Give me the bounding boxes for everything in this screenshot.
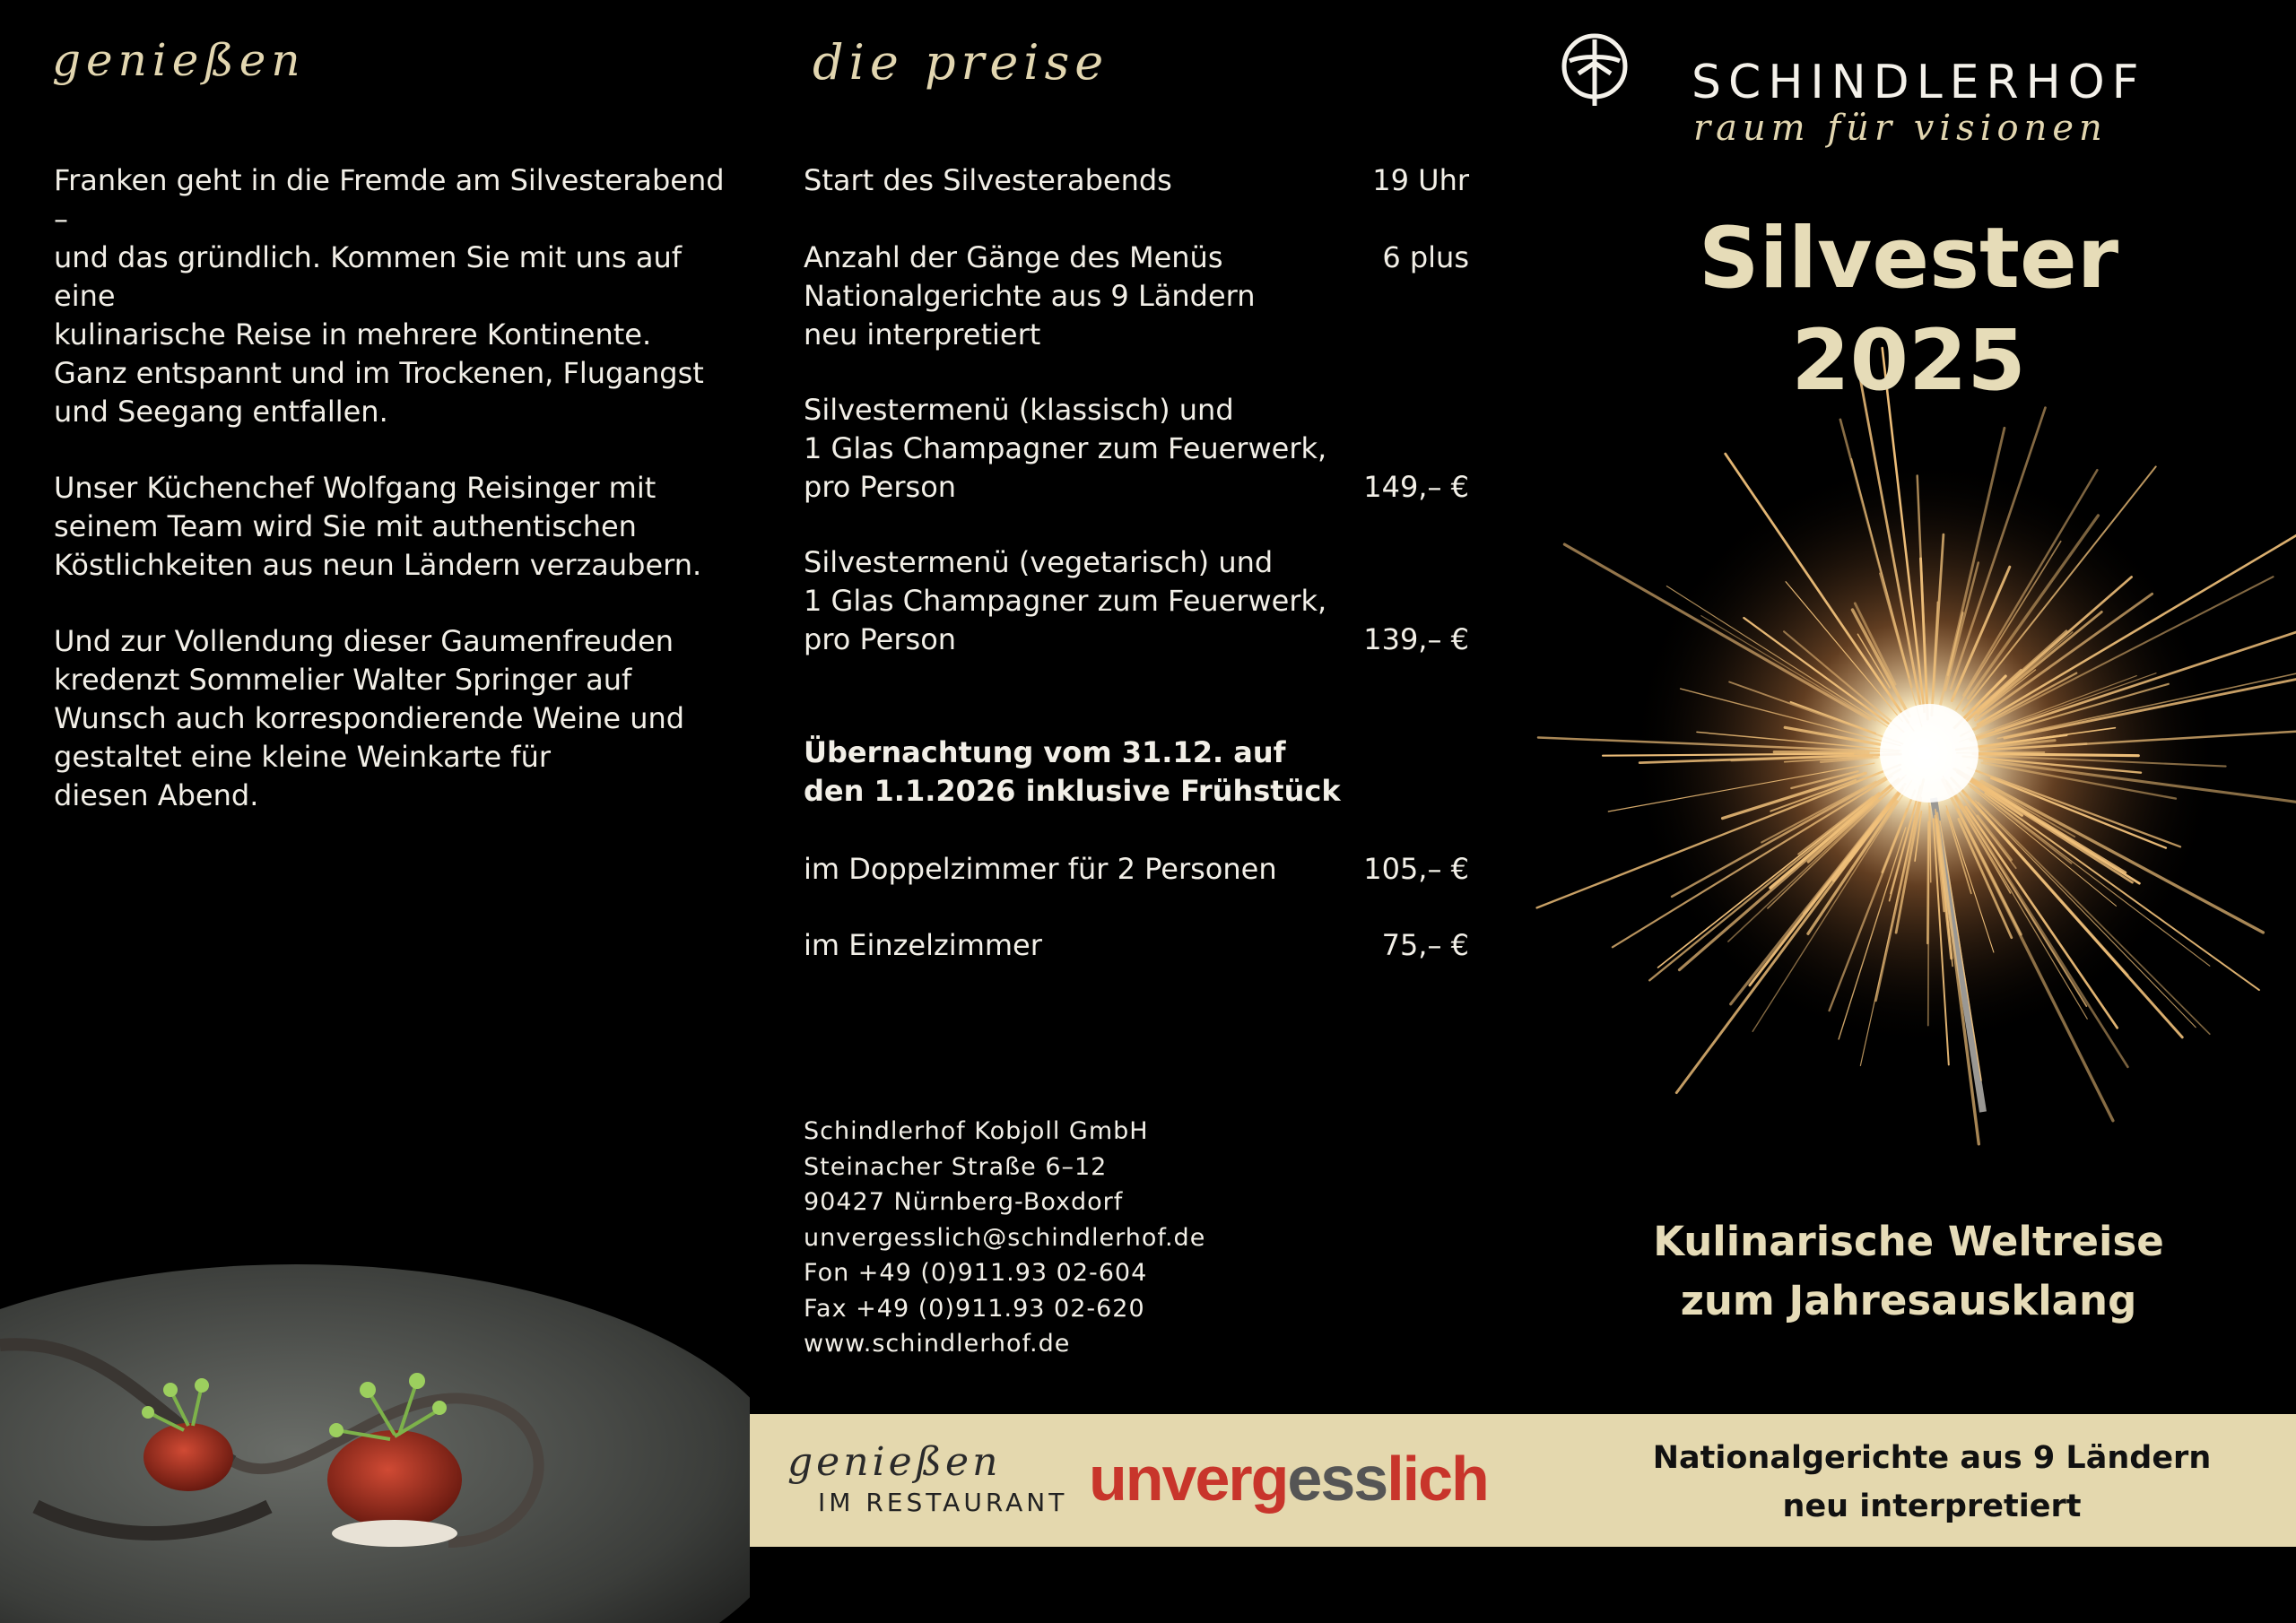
phone-number: Fon +49 (0)911.93 02-604 <box>804 1259 1148 1287</box>
intro-text <box>54 161 735 853</box>
overnight-heading: Übernachtung vom 31.12. auf den 1.1.2026 inklusive Frühstück <box>804 735 1341 808</box>
price-row <box>804 543 1469 659</box>
contact-block <box>804 1114 1205 1362</box>
food-photo <box>0 1121 750 1623</box>
title-line: Silvester <box>1698 210 2119 308</box>
cover-panel <box>1521 0 2296 1623</box>
unvergesslich-logo <box>1089 1443 1488 1515</box>
price-row <box>804 161 1469 200</box>
website-link[interactable]: www.schindlerhof.de <box>804 1330 1071 1358</box>
price-description: Silvestermenü (vegetarisch) und 1 Glas Champagner zum Feuerwerk, pro Person <box>804 545 1327 656</box>
prices-script-heading: die preise <box>813 34 1109 91</box>
logo-part: ess <box>1287 1444 1387 1514</box>
city-address: 90427 Nürnberg-Boxdorf <box>804 1188 1124 1216</box>
price-description: Start des Silvesterabends <box>804 163 1172 197</box>
band-script-text: genießen <box>787 1439 1002 1485</box>
price-value: 105,– € <box>1363 852 1469 886</box>
band-restaurant-label: IM RESTAURANT <box>818 1488 1068 1517</box>
company-name: Schindlerhof Kobjoll GmbH <box>804 1117 1149 1145</box>
price-value: 6 plus <box>1382 240 1469 274</box>
price-row <box>804 850 1469 889</box>
price-row <box>804 926 1469 965</box>
intro-paragraph-1: Franken geht in die Fremde am Silvesterabend – und das gründlich. Kommen Sie mit uns auf eine kulinarische Reise in mehrere Kontinente. Ganz entspannt und im Trockenen, Flugangst und Seegang entfallen. <box>54 163 725 429</box>
cover-subtitle: Kulinarische Weltreise zum Jahresausklang <box>1653 1218 2164 1324</box>
cover-title <box>1521 208 2296 412</box>
price-value: 139,– € <box>1363 622 1469 656</box>
logo-part: lich <box>1387 1444 1488 1514</box>
price-description: im Einzelzimmer <box>804 928 1042 962</box>
logo-part: unverg <box>1089 1444 1288 1514</box>
intro-script-heading: genießen <box>52 34 306 86</box>
intro-paragraph-3: Und zur Vollendung dieser Gaumenfreuden kredenzt Sommelier Walter Springer auf Wunsch auch korrespondierende Weine und gestaltet eine kleine Weinkarte für diesen Abend. <box>54 624 685 812</box>
brand-slogan: raum für visionen <box>1693 108 2108 149</box>
band-tagline: Nationalgerichte aus 9 Ländern neu interpretiert <box>1652 1440 2212 1524</box>
price-row <box>804 391 1469 507</box>
brand-name: SCHINDLERHOF <box>1692 56 2146 109</box>
spark-ray <box>1774 752 1868 753</box>
title-year: 2025 <box>1791 312 2026 410</box>
schindlerhof-logo <box>1559 27 2258 149</box>
tree-icon <box>1559 32 1639 113</box>
price-description: Silvestermenü (klassisch) und 1 Glas Champagner zum Feuerwerk, pro Person <box>804 393 1327 504</box>
intro-panel <box>0 0 750 1623</box>
price-description: im Doppelzimmer für 2 Personen <box>804 852 1277 886</box>
price-value: 19 Uhr <box>1372 163 1469 197</box>
price-description: Anzahl der Gänge des Menüs Nationalgerichte aus 9 Ländern neu interpretiert <box>804 240 1256 352</box>
price-value: 75,– € <box>1381 928 1469 962</box>
spark-ray <box>1927 822 1928 943</box>
prices-panel <box>750 0 1521 1623</box>
fax-number: Fax +49 (0)911.93 02-620 <box>804 1294 1145 1323</box>
price-row <box>804 239 1469 354</box>
spark-ray <box>1973 754 2138 756</box>
price-value: 149,– € <box>1363 470 1469 504</box>
email-link[interactable]: unvergesslich@schindlerhof.de <box>804 1223 1206 1252</box>
intro-paragraph-2: Unser Küchenchef Wolfgang Reisinger mit seinem Team wird Sie mit authentischen Köstlichkeiten aus neun Ländern verzaubern. <box>54 471 702 582</box>
street-address: Steinacher Straße 6–12 <box>804 1152 1108 1181</box>
